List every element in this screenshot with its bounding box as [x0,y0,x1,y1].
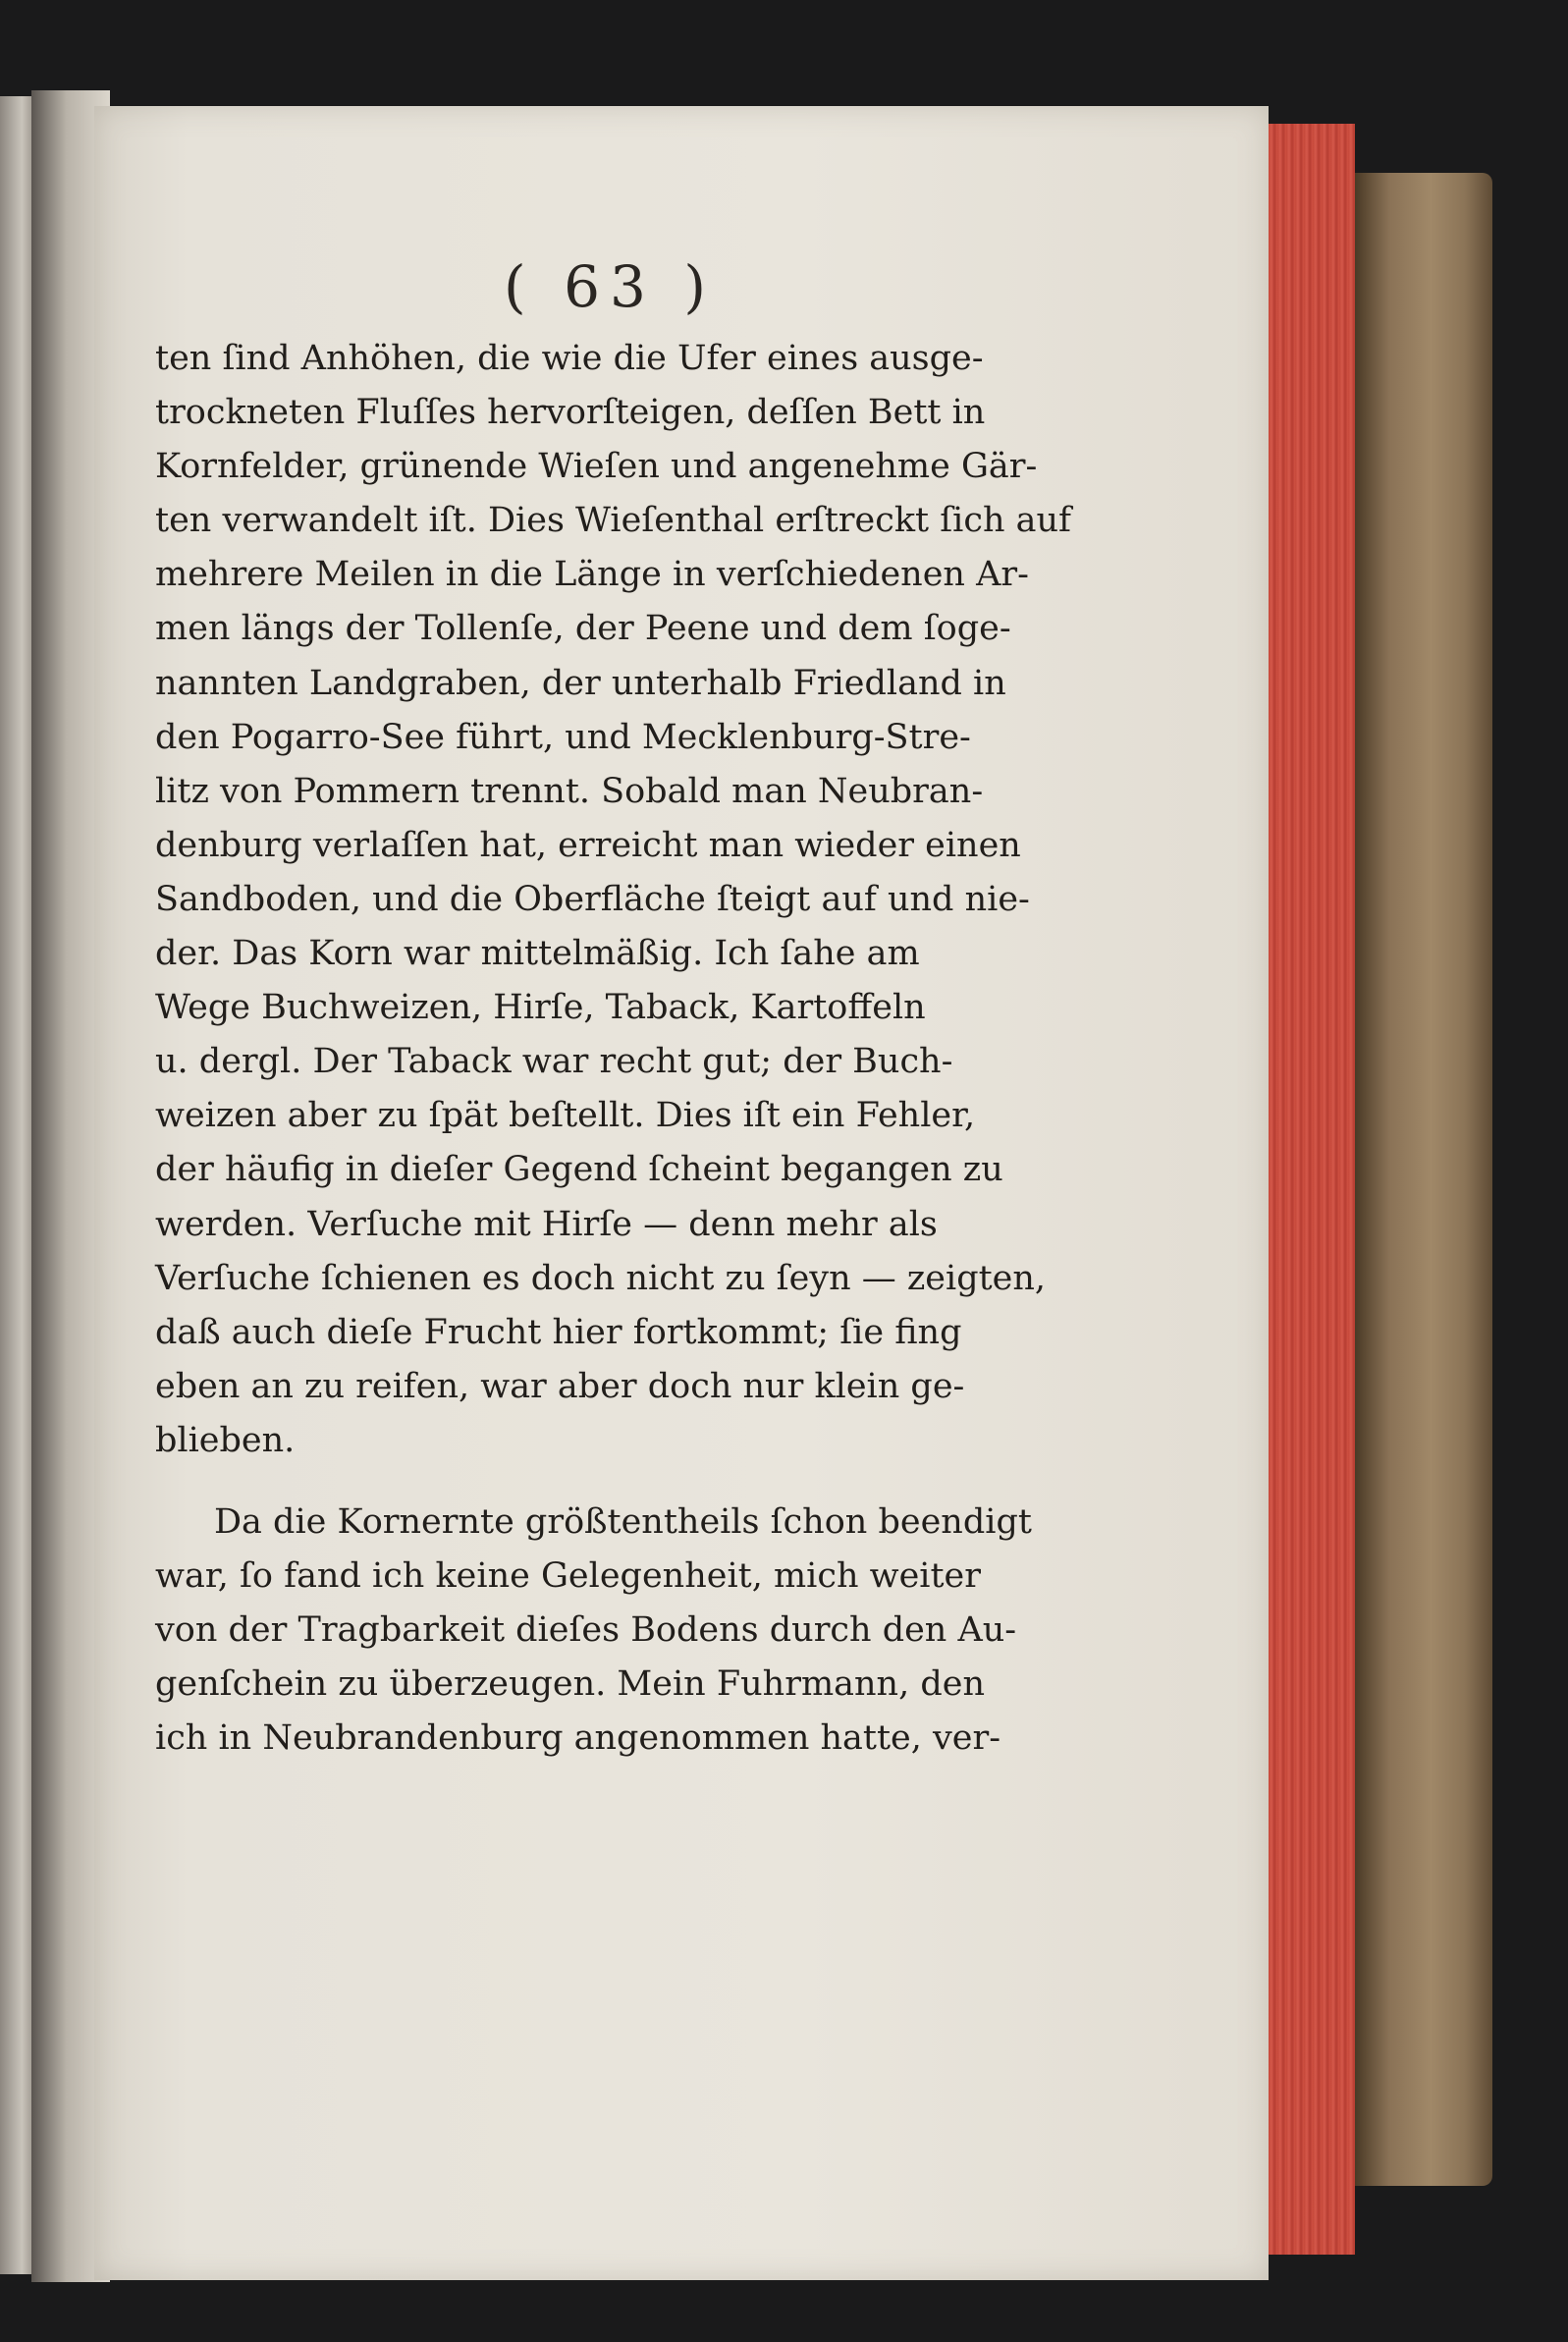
text-line: blieben. [155,1420,296,1460]
text-line: men längs der Tollenſe, der Peene und dem ſoge- [155,609,1011,649]
text-line: den Pogarro-See führt, und Mecklenburg-Stre- [155,717,971,757]
text-line: von der Tragbarkeit dieſes Bodens durch den Au- [155,1610,1017,1651]
paragraph-2 [155,1496,1066,1766]
book-cover-edge [1355,173,1492,2186]
text-line: Wege Buchweizen, Hirſe, Taback, Kartoffeln [155,988,926,1028]
text-line: trockneten Fluſſes hervorſteigen, deſſen Bett in [155,393,986,433]
text-line: daß auch dieſe Frucht hier fortkommt; ſie fing [155,1312,962,1352]
text-line: Sandboden, und die Oberfläche ſteigt auf und nie- [155,879,1030,919]
text-line: ich in Neubrandenburg angenommen hatte, ver- [155,1718,1001,1759]
text-line: ten ſind Anhöhen, die wie die Ufer eines ausge- [155,339,984,378]
text-line: litz von Pommern trennt. Sobald man Neubran- [155,771,984,811]
text-line: der häufig in dieſer Gegend ſcheint begangen zu [155,1150,1003,1190]
text-line: Kornfelder, grünende Wieſen und angenehme Gär- [155,447,1038,487]
text-line: Verſuche ſchienen es doch nicht zu ſeyn — zeigten, [155,1258,1047,1298]
text-line: eben an zu reifen, war aber doch nur klein ge- [155,1366,965,1406]
red-page-edges [1269,124,1355,2255]
text-line: denburg verlaſſen hat, erreicht man wieder einen [155,825,1021,865]
text-line: war, ſo fand ich keine Gelegenheit, mich weiter [155,1556,981,1597]
text-line: u. dergl. Der Taback war recht gut; der Buch- [155,1042,953,1082]
previous-page-edge [0,96,31,2274]
text-line: nannten Landgraben, der unterhalb Friedland in [155,663,1006,703]
text-line: weizen aber zu ſpät beſtellt. Dies iſt ein Fehler, [155,1096,976,1136]
text-line: der. Das Korn war mittelmäßig. Ich ſahe am [155,934,920,974]
paragraph-gap [155,1468,1066,1496]
text-line: Da die Kornernte größtentheils ſchon beendigt [214,1501,1032,1542]
paragraph-1 [155,332,1072,1468]
text-line: genſchein zu überzeugen. Mein Fuhrmann, den [155,1664,985,1705]
text-line: mehrere Meilen in die Länge in verſchiedenen Ar- [155,555,1029,595]
text-line: ten verwandelt iſt. Dies Wieſenthal erſtreckt ſich auf [155,501,1072,541]
page-number: ( 63 ) [504,253,716,320]
body-text [155,332,1072,1766]
text-line: werden. Verſuche mit Hirſe — denn mehr als [155,1204,938,1244]
